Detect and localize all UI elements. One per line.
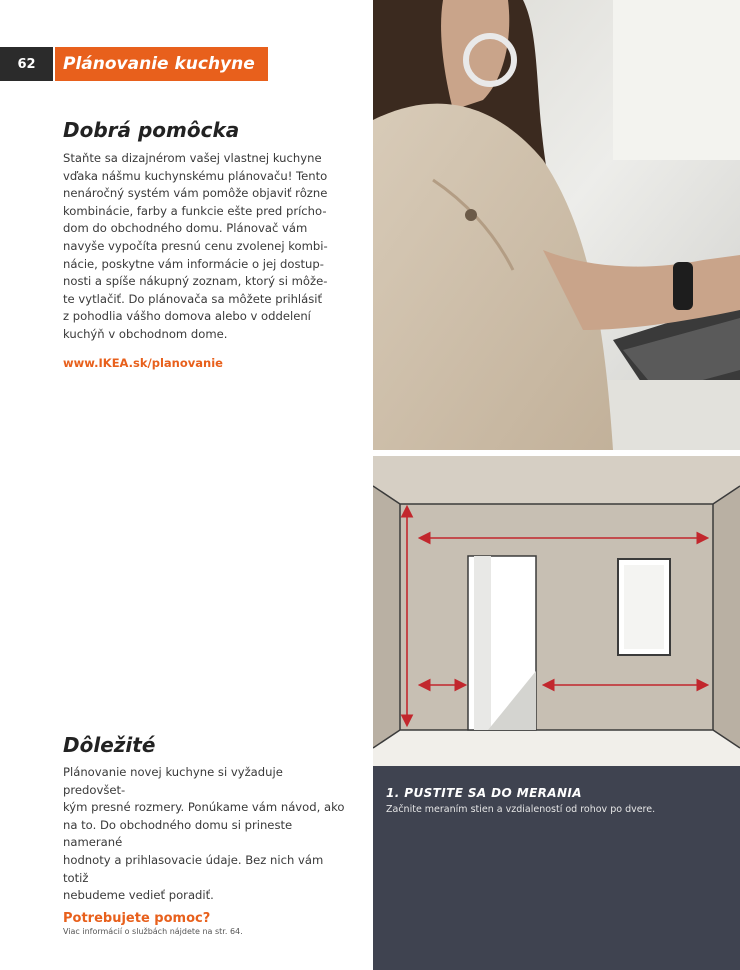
step-title: 1. PUSTITE SA DO MERANIA	[386, 786, 582, 800]
planner-link[interactable]: www.IKEA.sk/planovanie	[63, 356, 223, 370]
text-line: hodnoty a prihlasovacie údaje. Bez nich vám totiž	[63, 852, 324, 885]
text-line: nebudeme vedieť poradiť.	[63, 888, 214, 903]
important-body	[63, 764, 348, 905]
text-line: z pohodlia vášho domova alebo v oddelení	[63, 309, 311, 324]
text-line: navyše vypočíta presnú cenu zvolenej kombi-	[63, 238, 328, 253]
text-line: te vytlačiť. Do plánovača sa môžete prihlásiť	[63, 291, 323, 306]
text-line: nenáročný systém vám pomôže objaviť rôzne	[63, 186, 328, 201]
planner-photo	[373, 0, 740, 450]
tool-heading: Dobrá pomôcka	[63, 118, 240, 142]
tool-body	[63, 150, 348, 344]
text-line: Staňte sa dizajnérom vašej vlastnej kuchyne	[63, 151, 322, 165]
text-line: dom do obchodného domu. Plánovač vám	[63, 221, 308, 236]
text-line: kuchýň v obchodnom dome.	[63, 326, 228, 341]
text-line: kým presné rozmery. Ponúkame vám návod, ako	[63, 800, 345, 815]
page-number: 62	[0, 47, 53, 81]
text-line: na to. Do obchodného domu si prineste namerané	[63, 817, 293, 850]
text-line: nosti a spíše nákupný zoznam, ktorý si môže-	[63, 274, 328, 289]
important-heading: Dôležité	[63, 733, 156, 757]
step-info-box	[373, 766, 740, 970]
section-title: Plánovanie kuchyne	[55, 47, 268, 81]
text-line: vďaka nášmu kuchynskému plánovaču! Tento	[63, 168, 328, 183]
text-line: nácie, poskytne vám informácie o jej dostup-	[63, 256, 324, 271]
help-title: Potrebujete pomoc?	[63, 911, 211, 926]
measurement-diagram	[373, 456, 740, 766]
help-subtitle: Viac informácií o službách nájdete na str. 64.	[63, 927, 243, 936]
text-line: kombinácie, farby a funkcie ešte pred prícho-	[63, 203, 327, 218]
step-text: Začnite meraním stien a vzdialeností od rohov po dvere.	[386, 804, 656, 815]
text-line: Plánovanie novej kuchyne si vyžaduje predovšet-	[63, 765, 283, 797]
